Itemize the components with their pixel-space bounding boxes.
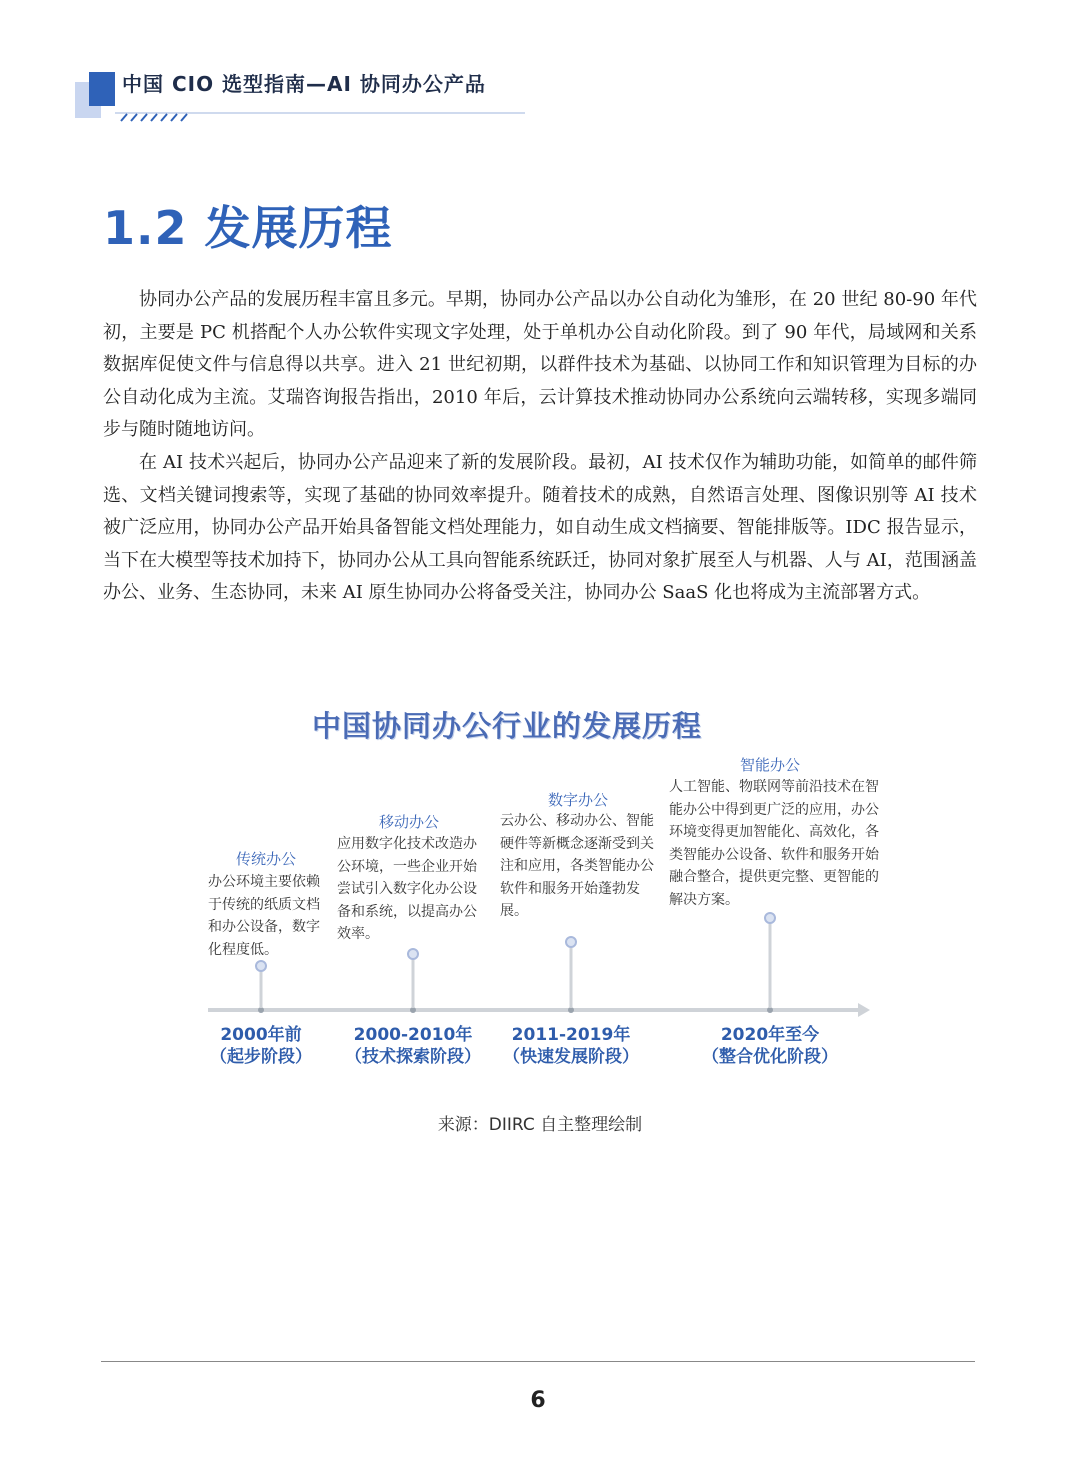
stage-period bbox=[695, 1024, 845, 1068]
stage-description: 办公环境主要依赖于传统的纸质文档和办公设备，数字化程度低。 bbox=[208, 874, 320, 958]
stage-name: 数字办公 bbox=[548, 791, 609, 809]
figure-title: 中国协同办公行业的发展历程 bbox=[311, 709, 702, 743]
period-years: 2020年至今 bbox=[720, 1025, 820, 1045]
stage-name: 移动办公 bbox=[379, 813, 440, 831]
period-years: 2011-2019年 bbox=[511, 1025, 631, 1045]
section-title: 1.2 发展历程 bbox=[103, 201, 393, 255]
period-phase: （技术探索阶段） bbox=[345, 1047, 481, 1067]
header-decoration bbox=[75, 72, 115, 118]
body-text bbox=[103, 284, 977, 610]
figure-caption: 来源：DIIRC 自主整理绘制 bbox=[437, 1115, 643, 1135]
stage-period bbox=[496, 1024, 646, 1068]
stage-period bbox=[338, 1024, 488, 1068]
stage-description: 应用数字化技术改造办公环境，一些企业开始尝试引入数字化办公设备和系统，以提高办公效率。 bbox=[337, 836, 477, 943]
stage-description: 人工智能、物联网等前沿技术在智能办公中得到更广泛的应用，办公环境变得更加智能化、高效化，各类智能办公设备、软件和服务开始融合整合，提供更完整、更智能的解决方案。 bbox=[669, 779, 879, 908]
stage-period bbox=[196, 1024, 326, 1068]
paragraph: 协同办公产品的发展历程丰富且多元。早期，协同办公产品以办公自动化为雏形，在 20 世纪 80-90 年代初，主要是 PC 机搭配个人办公软件实现文字处理，处于单机办公自动化阶段。到了 90 年代，局域网和关系数据库促使文件与信息得以共享。进入 21 世纪初期，以群件技术为基础、以协同工作和知识管理为目标的办公自动化成为主流。艾瑞咨询报告指出，2010 年后，云计算技术推动协同办公系统向云端转移，实现多端同步与随时随地访问。 bbox=[103, 289, 977, 441]
stage-name: 智能办公 bbox=[740, 756, 801, 774]
header-rule bbox=[115, 112, 525, 122]
period-years: 2000年前 bbox=[220, 1025, 302, 1045]
page-number: 6 bbox=[530, 1388, 546, 1413]
period-phase: （快速发展阶段） bbox=[503, 1047, 639, 1067]
paragraph: 在 AI 技术兴起后，协同办公产品迎来了新的发展阶段。最初，AI 技术仅作为辅助功能，如简单的邮件筛选、文档关键词搜索等，实现了基础的协同效率提升。随着技术的成熟，自然语言处理、图像识别等 AI 技术被广泛应用，协同办公产品开始具备智能文档处理能力，如自动生成文档摘要、智能排版等。IDC 报告显示，当下在大模型等技术加持下，协同办公从工具向智能系统跃迁，协同对象扩展至人与机器、人与 AI，范围涵盖办公、业务、生态协同，未来 AI 原生协同办公将备受关注，协同办公 SaaS 化也将成为主流部署方式。 bbox=[103, 451, 977, 604]
stage-name: 传统办公 bbox=[236, 850, 297, 868]
stage-description: 云办公、移动办公、智能硬件等新概念逐渐受到关注和应用，各类智能办公软件和服务开始蓬勃发展。 bbox=[500, 813, 654, 920]
period-phase: （起步阶段） bbox=[210, 1047, 312, 1067]
footer-rule bbox=[101, 1361, 975, 1362]
header-title: 中国 CIO 选型指南—AI 协同办公产品 bbox=[122, 72, 486, 96]
period-years: 2000-2010年 bbox=[353, 1025, 473, 1045]
period-phase: （整合优化阶段） bbox=[702, 1047, 838, 1067]
